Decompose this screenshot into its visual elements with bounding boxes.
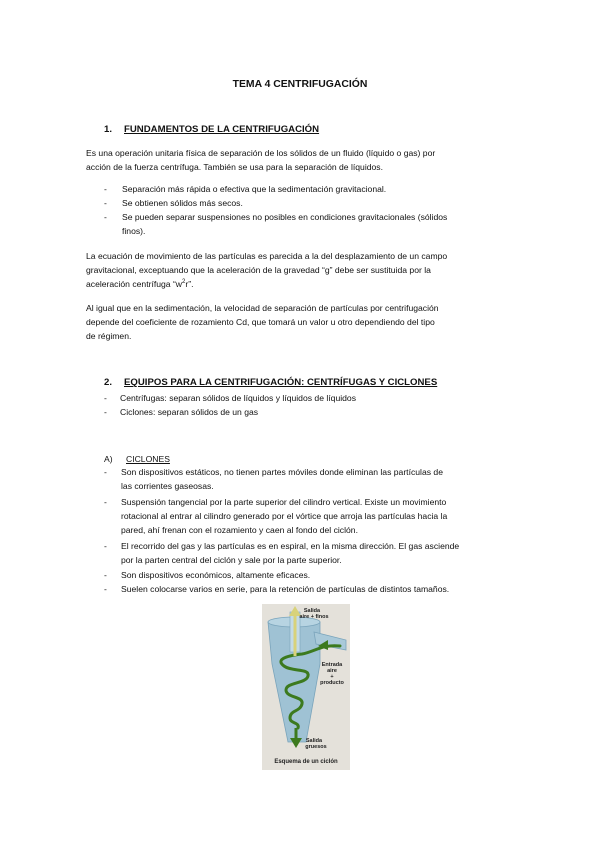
list-item-text: finos). — [122, 226, 146, 236]
page-title: TEMA 4 CENTRIFUGACIÓN — [232, 79, 368, 90]
cyclone-diagram — [262, 604, 350, 770]
subsection-a-heading — [104, 452, 170, 466]
text-line: Es una operación unitaria física de separación de los sólidos de un fluido (líquido o gas) por — [86, 148, 436, 158]
label-top-line-1: Salida — [303, 608, 321, 614]
list-item-text: - Son dispositivos estáticos, no tienen partes móviles donde eliminan las partículas de — [121, 467, 443, 477]
label-right-line-3: + — [330, 674, 334, 680]
list-item-text: - Suspensión tangencial por la parte superior del cilindro vertical. Existe un movimiento — [121, 497, 447, 507]
list-item-text: - Se pueden separar suspensiones no posibles en condiciones gravitacionales (sólidos — [122, 212, 448, 222]
superscript: 2 — [182, 279, 186, 286]
list-item-text: Son dispositivos económicos, altamente eficaces. — [121, 570, 311, 580]
text-line: gravitacional, exceptuando que la aceleración de la gravedad “g” debe ser sustituida por la — [86, 265, 431, 275]
list-item-text: las corrientes gaseosas. — [121, 481, 214, 491]
figure-caption: Esquema de un ciclón — [274, 759, 338, 765]
label-right-line-2: aire — [327, 668, 337, 674]
list-item-text: Ciclones: separan sólidos de un gas — [120, 407, 259, 417]
cyclone-figure — [262, 604, 350, 770]
list-item — [86, 568, 516, 582]
list-item — [86, 582, 516, 596]
text-fragment: aceleración centrífuga “w — [86, 279, 183, 289]
section-1-paragraph-3 — [86, 301, 516, 343]
section-1-intro — [86, 146, 516, 174]
label-right-line-1: Entrada — [321, 662, 343, 668]
list-item-text: - El recorrido del gas y las partículas es en espiral, en la misma dirección. El gas asciende — [121, 541, 460, 551]
text-line: de régimen. — [86, 331, 132, 341]
label-bottom-line-1: Salida — [305, 738, 323, 744]
text-line: depende del coeficiente de rozamiento Cd, que tomará un valor u otro dependiendo del tipo — [86, 317, 435, 327]
list-item-text: Suelen colocarse varios en serie, para la retención de partículas de distintos tamaños. — [121, 584, 450, 594]
list-item — [86, 182, 516, 196]
section-number: 2. — [104, 377, 113, 388]
list-item-text: Centrífugas: separan sólidos de líquidos y líquidos de líquidos — [120, 393, 356, 403]
list-item-text: por la parten central del ciclón y sale por la parte superior. — [121, 555, 342, 565]
list-item-text: Separación más rápida o efectiva que la sedimentación gravitacional. — [122, 184, 387, 194]
list-item — [86, 495, 516, 537]
list-item — [86, 405, 516, 419]
subsection-a-bullets — [86, 465, 516, 596]
label-top-line-2: aire + finos — [299, 614, 329, 620]
text-line: acción de la fuerza centrífuga. También se usa para la separación de líquidos. — [86, 162, 383, 172]
list-item — [86, 196, 516, 210]
section-1-paragraph-2 — [86, 249, 516, 291]
text-line: Al igual que en la sedimentación, la velocidad de separación de partículas por centrifugación — [86, 303, 439, 313]
section-1-heading — [104, 123, 319, 137]
section-2-heading — [104, 376, 437, 390]
list-item-text: pared, ahí frenan con el rozamiento y caen al fondo del ciclón. — [121, 525, 358, 535]
list-item-text: rotacional al entrar al cilindro generado por el vórtice que arroja las partículas hacia la — [121, 511, 448, 521]
list-item — [86, 465, 516, 493]
text-fragment: r”. — [185, 279, 194, 289]
subsection-letter: A) — [104, 454, 113, 464]
label-right-line-4: producto — [320, 680, 344, 686]
list-item — [86, 391, 516, 405]
list-item-text: Se obtienen sólidos más secos. — [122, 198, 243, 208]
section-title: FUNDAMENTOS DE LA CENTRIFUGACIÓN — [124, 124, 320, 135]
subsection-title: CICLONES — [126, 454, 170, 464]
section-number: 1. — [104, 124, 113, 135]
section-1-bullets — [86, 182, 516, 238]
list-item — [86, 210, 516, 238]
text-line — [86, 277, 516, 291]
list-item — [86, 539, 516, 567]
section-title: EQUIPOS PARA LA CENTRIFUGACIÓN: CENTRÍFUGAS Y CICLONES — [124, 377, 438, 388]
section-2-bullets — [86, 391, 516, 419]
label-bottom-line-2: gruesos — [305, 744, 327, 750]
down-arrow-icon — [290, 738, 302, 748]
text-line: La ecuación de movimiento de las partículas es parecida a la del desplazamiento de un campo — [86, 251, 448, 261]
